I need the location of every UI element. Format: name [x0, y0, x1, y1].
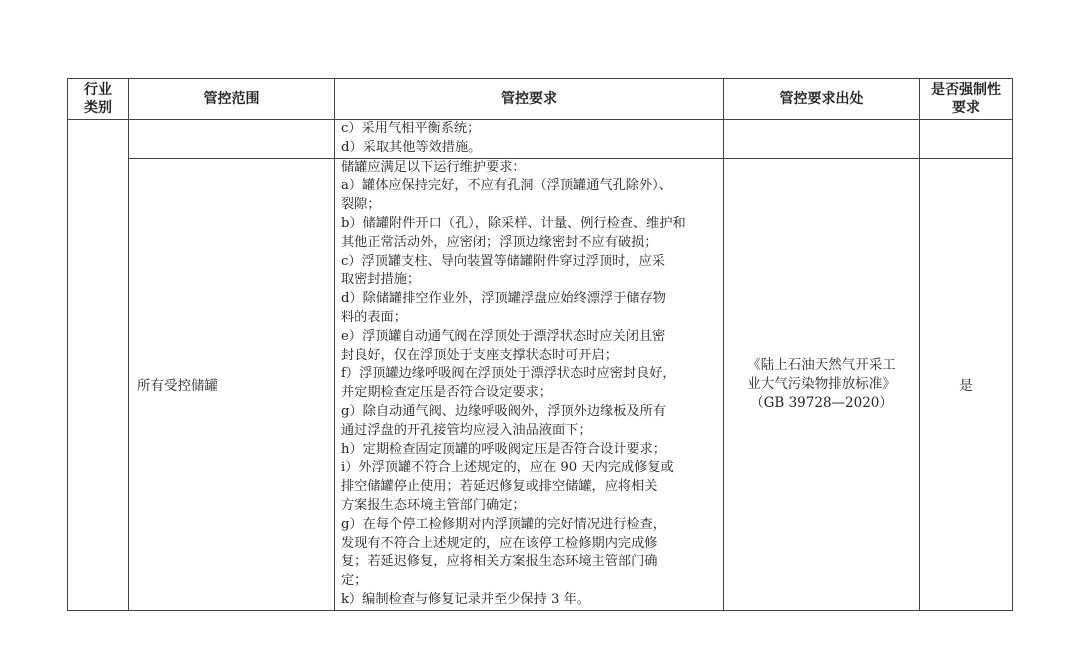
- requirement-line: 发现有不符合上述规定的，应在该停工检修期内完成修: [341, 535, 658, 551]
- requirement-line: 复；若延迟修复，应将相关方案报生态环境主管部门确: [341, 554, 658, 570]
- header-industry-line-2: 类别: [84, 100, 112, 116]
- requirement-line: 通过浮盘的开孔接管均应浸入油品液面下；: [341, 422, 592, 438]
- requirement-line: a）罐体应保持完好，不应有孔洞（浮顶罐通气孔除外）、: [341, 178, 672, 194]
- requirement-line: d）采取其他等效措施。: [341, 139, 482, 155]
- header-control-requirements: 管控要求: [335, 79, 724, 120]
- requirement-line: b）储罐附件开口（孔），除采样、计量、例行检查、维护和: [341, 215, 686, 231]
- source-cell: [724, 158, 920, 610]
- header-mandatory-line-1: 是否强制性: [931, 82, 1001, 98]
- source-line: （GB 39728—2020）: [750, 394, 893, 411]
- requirement-line: 其他正常活动外，应密闭；浮顶边缘密封不应有破损；: [341, 234, 658, 250]
- requirement-line: 储罐应满足以下运行维护要求：: [341, 159, 526, 175]
- header-mandatory: [920, 79, 1013, 120]
- requirements-cell: [335, 158, 724, 610]
- requirement-line: d）除储罐排空作业外，浮顶罐浮盘应始终漂浮于储存物: [341, 291, 666, 307]
- requirements-cell-continued: [335, 120, 724, 159]
- source-line: 《陆上石油天然气开采工: [747, 356, 896, 373]
- requirement-line: 取密封措施；: [341, 272, 421, 288]
- header-row: [68, 79, 1013, 120]
- regulation-table: [67, 78, 1013, 611]
- requirement-line: k）编制检查与修复记录并至少保持 3 年。: [341, 591, 590, 607]
- source-line: 业大气污染物排放标准》: [747, 375, 896, 392]
- requirement-line: c）采用气相平衡系统；: [341, 121, 481, 136]
- mandatory-cell-continued: [920, 120, 1013, 159]
- requirement-line: 并定期检查定压是否符合设定要求；: [341, 385, 552, 401]
- table-row: [68, 158, 1013, 610]
- industry-category-cell: [68, 120, 129, 611]
- requirement-line: 定；: [341, 573, 368, 589]
- header-control-scope: 管控范围: [129, 79, 335, 120]
- header-requirement-source: 管控要求出处: [724, 79, 920, 120]
- requirement-line: 排空储罐停止使用；若延迟修复或排空储罐，应将相关: [341, 479, 658, 495]
- header-industry-line-1: 行业: [84, 82, 112, 98]
- header-industry-category: [68, 79, 129, 120]
- requirement-line: g）在每个停工检修期对内浮顶罐的完好情况进行检查，: [341, 516, 666, 532]
- requirement-line: 方案报生态环境主管部门确定；: [341, 497, 526, 513]
- source-cell-continued: [724, 120, 920, 159]
- requirement-line: h）定期检查固定顶罐的呼吸阀定压是否符合设计要求；: [341, 441, 666, 457]
- mandatory-cell: 是: [920, 158, 1013, 610]
- header-mandatory-line-2: 要求: [952, 100, 980, 116]
- scope-cell: 所有受控储罐: [129, 158, 335, 610]
- requirement-line: i）外浮顶罐不符合上述规定的，应在 90 天内完成修复或: [341, 460, 674, 476]
- requirement-line: e）浮顶罐自动通气阀在浮顶处于漂浮状态时应关闭且密: [341, 328, 666, 344]
- requirement-line: 裂隙；: [341, 197, 381, 213]
- requirement-line: 封良好，仅在浮顶处于支座支撑状态时可开启；: [341, 347, 618, 363]
- scope-cell-continued: [129, 120, 335, 159]
- requirement-line: g）除自动通气阀、边缘呼吸阀外，浮顶外边缘板及所有: [341, 403, 666, 419]
- requirement-line: c）浮顶罐支柱、导向装置等储罐附件穿过浮顶时，应采: [341, 253, 665, 269]
- requirement-line: 料的表面；: [341, 309, 407, 325]
- requirement-line: f）浮顶罐边缘呼吸阀在浮顶处于漂浮状态时应密封良好，: [341, 366, 676, 382]
- table-row: [68, 120, 1013, 159]
